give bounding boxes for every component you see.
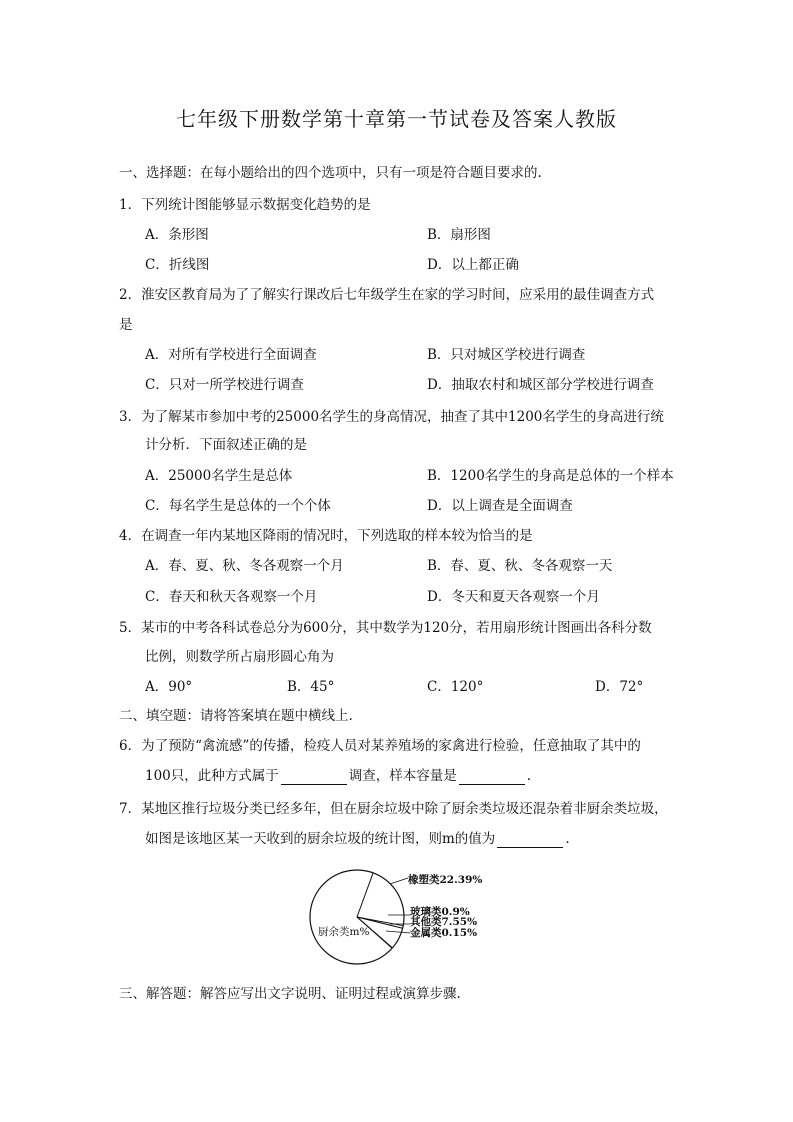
q4-option-a: A．春、夏、秋、冬各观察一个月: [145, 558, 344, 574]
q5-option-d: D．72°: [595, 679, 644, 695]
q1-option-b: B．扇形图: [427, 227, 491, 243]
q3-stem-line1: 3．为了解某市参加中考的25000名学生的身高情况，抽查了其中1200名学生的身高进行统: [119, 409, 664, 425]
q1-option-c: C．折线图: [145, 257, 210, 273]
section2-heading: 二、填空题：请将答案填在题中横线上.: [119, 708, 353, 724]
q2-option-b: B．只对城区学校进行调查: [427, 347, 586, 363]
pie-label-metal: 金属类0.15%: [410, 927, 478, 939]
q3-option-d: D．以上调查是全面调查: [427, 498, 573, 514]
page-title: 七年级下册数学第十章第一节试卷及答案人教版: [176, 107, 617, 131]
q2-stem-line1: 2．淮安区教育局为了了解实行课改后七年级学生在家的学习时间，应采用的最佳调查方式: [119, 287, 655, 303]
q4-option-c: C．春天和秋天各观察一个月: [145, 589, 318, 605]
leader-rubber-plastic: [390, 878, 408, 884]
q5-stem-line2: 比例，则数学所占扇形圆心角为: [145, 649, 334, 665]
pie-label-glass: 玻璃类0.9%: [410, 906, 470, 918]
q6-text-a: 100只，此种方式属于: [145, 768, 279, 784]
q7-stem-line1: 7．某地区推行垃圾分类已经多年，但在厨余垃圾中除了厨余类垃圾还混杂着非厨余类垃圾，: [119, 801, 668, 817]
pie-label-rubber-plastic: 橡塑类22.39%: [408, 874, 483, 886]
q6-blank-1: [281, 770, 347, 785]
q5-option-c: C．120°: [427, 679, 484, 695]
garbage-pie-chart: [300, 862, 500, 972]
q7-blank: [497, 833, 563, 848]
q6-text-c: .: [526, 768, 532, 784]
q5-stem-line1: 5．某市的中考各科试卷总分为600分，其中数学为120分，若用扇形统计图画出各科分数: [119, 620, 652, 636]
q4-stem: 4．在调查一年内某地区降雨的情况时，下列选取的样本较为恰当的是: [119, 528, 533, 544]
q3-stem-line2: 计分析．下面叙述正确的是: [145, 437, 307, 453]
q1-option-d: D．以上都正确: [427, 257, 519, 273]
q3-option-b: B．1200名学生的身高是总体的一个样本: [427, 468, 674, 484]
pie-slice-boundary-0: [357, 873, 373, 917]
q6-stem-line1: 6．为了预防“禽流感”的传播，检疫人员对某养殖场的家禽进行检验，任意抽取了其中的: [119, 738, 641, 754]
pie-label-kitchen: 厨余类m%: [318, 926, 370, 938]
q4-option-b: B．春、夏、秋、冬各观察一天: [427, 558, 613, 574]
q5-option-a: A．90°: [145, 679, 193, 695]
q7-text-b: .: [565, 831, 570, 847]
q2-stem-line2: 是: [119, 317, 133, 333]
q6-text-b: 调查，样本容量是: [348, 768, 457, 784]
q2-option-c: C．只对一所学校进行调查: [145, 377, 304, 393]
q2-option-d: D．抽取农村和城区部分学校进行调查: [427, 377, 654, 393]
q3-option-a: A．25000名学生是总体: [145, 468, 293, 484]
q1-stem: 1．下列统计图能够显示数据变化趋势的是: [119, 197, 371, 213]
q6-blank-2: [459, 770, 525, 785]
q3-option-c: C．每名学生是总体的一个个体: [145, 498, 331, 514]
q5-option-b: B．45°: [287, 679, 335, 695]
q7-text-a: 如图是该地区某一天收到的厨余垃圾的统计图，则m的值为: [145, 831, 496, 847]
q7-stem-line2: [145, 830, 570, 848]
section1-heading: 一、选择题：在每小题给出的四个选项中，只有一项是符合题目要求的.: [119, 165, 542, 181]
pie-label-other: 其他类7.55%: [410, 916, 478, 928]
q4-option-d: D．冬天和夏天各观察一个月: [427, 589, 600, 605]
q2-option-a: A．对所有学校进行全面调查: [145, 347, 317, 363]
q1-option-a: A．条形图: [145, 227, 209, 243]
leader-metal: [386, 931, 410, 933]
section3-heading: 三、解答题：解答应写出文字说明、证明过程或演算步骤.: [119, 986, 461, 1002]
q6-stem-line2: [145, 767, 531, 785]
